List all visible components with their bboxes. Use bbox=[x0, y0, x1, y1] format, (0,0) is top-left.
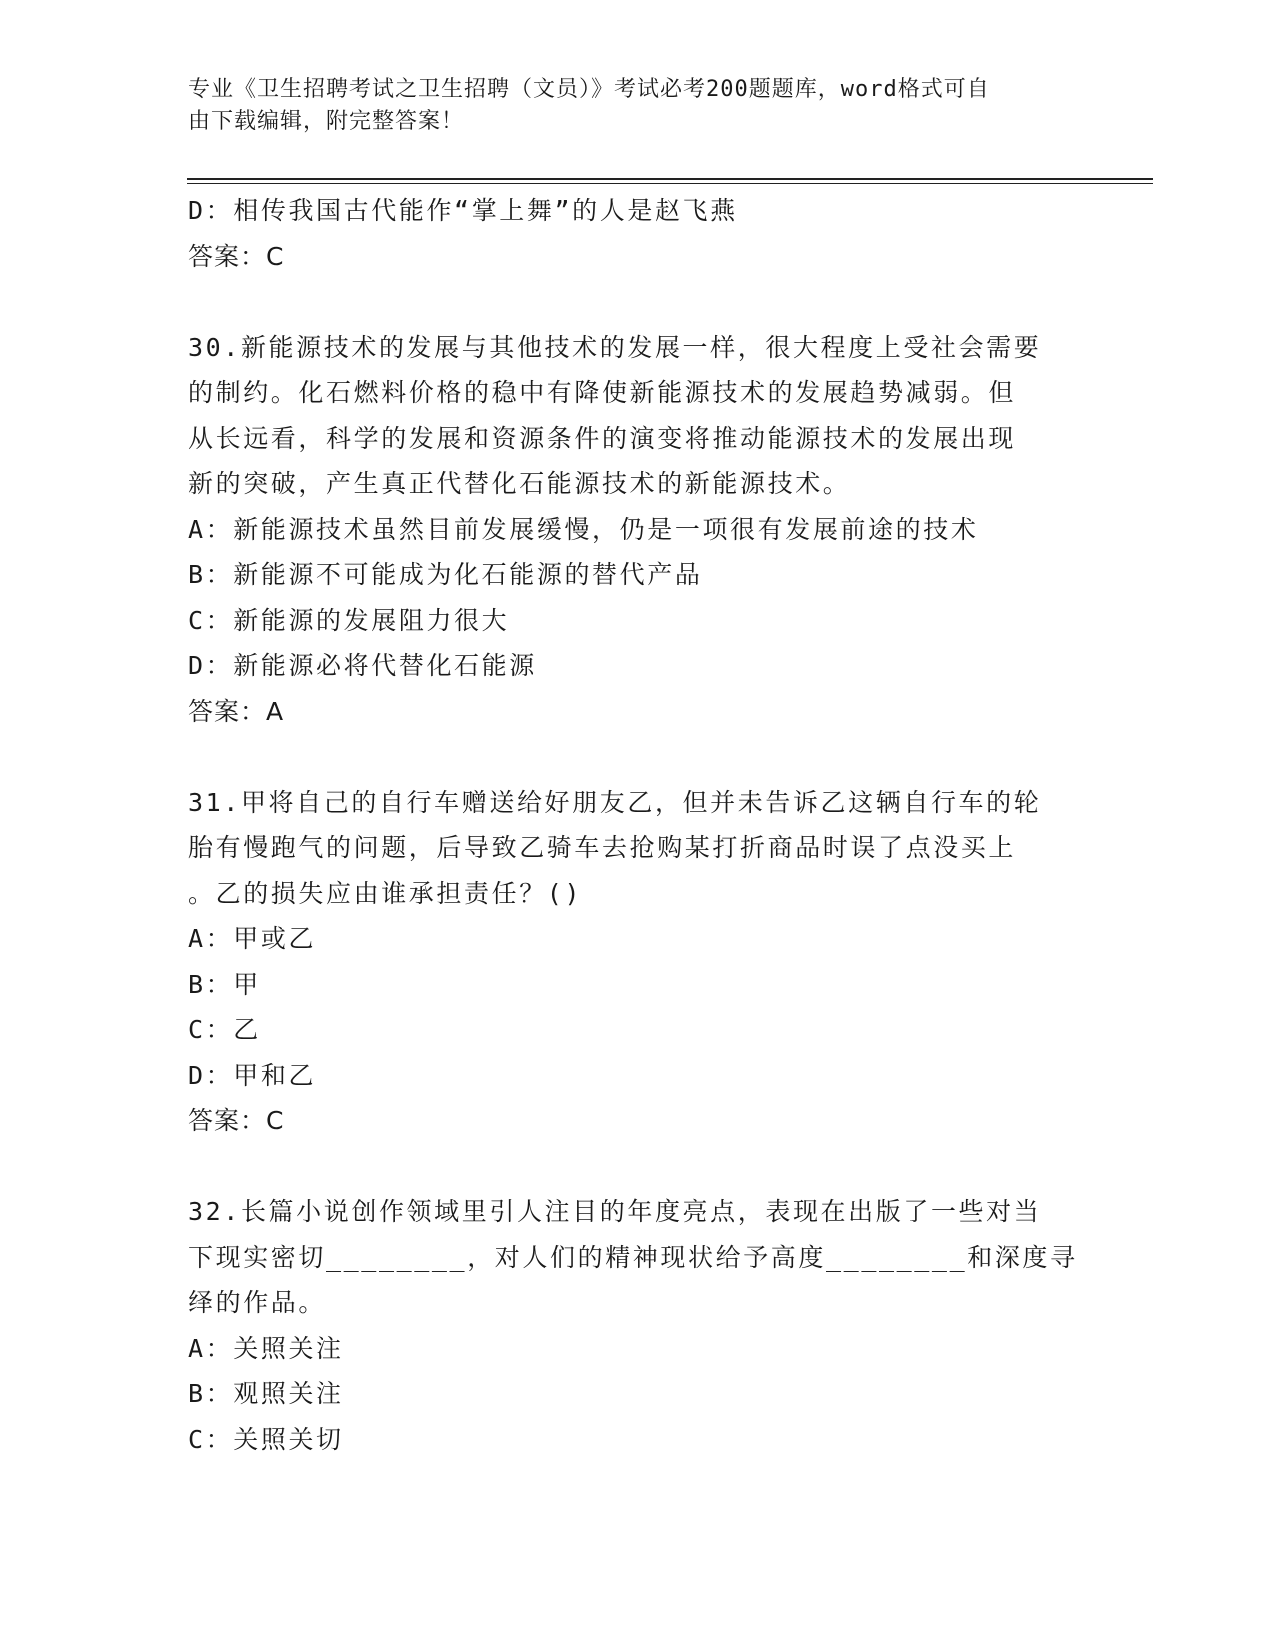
question-stem-line: 胎有慢跑气的问题，后导致乙骑车去抢购某打折商品时误了点没买上 bbox=[188, 833, 1017, 862]
option-d: D：相传我国古代能作“掌上舞”的人是赵飞燕 bbox=[188, 196, 738, 225]
document-header bbox=[188, 74, 1068, 138]
option-a: A：新能源技术虽然目前发展缓慢，仍是一项很有发展前途的技术 bbox=[188, 514, 979, 544]
spacer bbox=[188, 279, 1068, 325]
option-d: D：甲和乙 bbox=[188, 1060, 317, 1090]
question-30 bbox=[188, 325, 1068, 735]
answer: 答案：C bbox=[188, 241, 285, 271]
header-line-2: 由下载编辑，附完整答案！ bbox=[188, 109, 465, 134]
question-list bbox=[188, 188, 1078, 1462]
option-b: B：新能源不可能成为化石能源的替代产品 bbox=[188, 560, 703, 589]
spacer bbox=[188, 1144, 1068, 1190]
question-stem-line: 32.长篇小说创作领域里引人注目的年度亮点，表现在出版了一些对当 bbox=[188, 1197, 1042, 1226]
header-divider-thin bbox=[187, 183, 1153, 184]
question-32 bbox=[188, 1189, 1078, 1462]
question-stem-line: 的制约。化石燃料价格的稳中有降使新能源技术的发展趋势减弱。但 bbox=[188, 378, 1017, 407]
question-stem-line: 绎的作品。 bbox=[188, 1288, 327, 1317]
question-stem-line: 31.甲将自己的自行车赠送给好朋友乙，但并未告诉乙这辆自行车的轮 bbox=[188, 787, 1042, 817]
answer: 答案：A bbox=[188, 696, 285, 726]
option-d: D：新能源必将代替化石能源 bbox=[188, 651, 537, 680]
question-stem-line: 新的突破，产生真正代替化石能源技术的新能源技术。 bbox=[188, 469, 851, 498]
option-a: A：关照关注 bbox=[188, 1333, 344, 1363]
header-divider-thick bbox=[187, 178, 1153, 180]
header-line-1: 专业《卫生招聘考试之卫生招聘（文员）》考试必考200题题库，word格式可自 bbox=[188, 77, 990, 102]
question-stem-line: 从长远看，科学的发展和资源条件的演变将推动能源技术的发展出现 bbox=[188, 423, 1017, 453]
question-stem-line: 30.新能源技术的发展与其他技术的发展一样，很大程度上受社会需要 bbox=[188, 332, 1042, 362]
spacer bbox=[188, 734, 1068, 780]
answer: 答案：C bbox=[188, 1106, 285, 1135]
option-b: B：观照关注 bbox=[188, 1379, 344, 1408]
option-c: C：乙 bbox=[188, 1015, 261, 1044]
option-c: C：关照关切 bbox=[188, 1424, 344, 1454]
option-c: C：新能源的发展阻力很大 bbox=[188, 605, 510, 635]
option-b: B：甲 bbox=[188, 969, 261, 999]
question-stem-line: 下现实密切________，对人们的精神现状给予高度________和深度寻 bbox=[188, 1242, 1078, 1272]
question-stem-line: 。乙的损失应由谁承担责任？() bbox=[188, 878, 583, 908]
question-31 bbox=[188, 780, 1068, 1144]
option-a: A：甲或乙 bbox=[188, 924, 317, 953]
